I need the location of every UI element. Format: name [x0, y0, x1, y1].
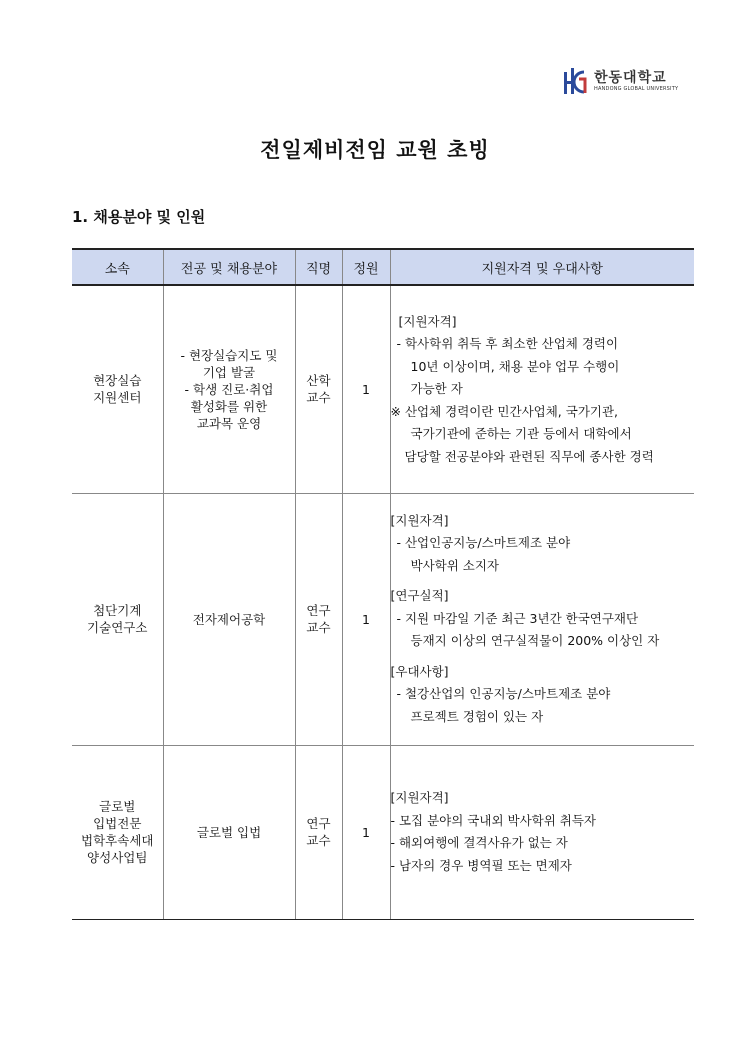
table-header-row: [72, 249, 694, 285]
page-title: 전일제비전임 교원 초빙: [260, 138, 490, 162]
header-count: 정원: [342, 249, 390, 285]
field-cell: - 현장실습지도 및 기업 발굴 - 학생 진로·취업 활성화를 위한 교과목 운영: [163, 285, 295, 493]
position-cell: 산학 교수: [295, 285, 342, 493]
table-row: [72, 285, 694, 493]
field-cell: 전자제어공학: [163, 493, 295, 745]
university-name-english: HANDONG GLOBAL UNIVERSITY: [594, 86, 679, 92]
qualification-group: [지원자격] - 산업인공지능/스마트제조 분야 박사학위 소지자: [390, 512, 571, 573]
table-row: [72, 745, 694, 919]
section-heading: 1. 채용분야 및 인원: [72, 208, 206, 226]
qualifications-cell: [390, 493, 694, 745]
header-position: 직명: [295, 249, 342, 285]
dept-cell: 현장실습 지원센터: [72, 285, 163, 493]
position-cell: 연구 교수: [295, 745, 342, 919]
qualification-group: [연구실적] - 지원 마감일 기준 최근 3년간 한국연구재단 등재지 이상의 연구실적물이 200% 이상인 자: [390, 588, 660, 649]
count-cell: 1: [342, 745, 390, 919]
qualifications-cell: [390, 745, 694, 919]
university-name: 한동대학교: [594, 70, 667, 86]
header-field: 전공 및 채용분야: [163, 249, 295, 285]
recruitment-table: [72, 248, 694, 920]
hgu-emblem-icon: [562, 66, 592, 96]
qualifications-cell: [390, 285, 694, 493]
qualification-group: [지원자격] - 학사학위 취득 후 최소한 산업체 경력이 10년 이상이며, 채용 분야 업무 수행이 가능한 자 ※ 산업체 경력이란 민간사업체, 국가기관, 국가기관에 준하는 기관 등에서 대학에서 담당할 전공분야와 관련된 직무에 종사한 경력: [390, 313, 654, 464]
count-cell: 1: [342, 493, 390, 745]
table-row: [72, 493, 694, 745]
qualification-group: [지원자격] - 모집 분야의 국내외 박사학위 취득자 - 해외여행에 결격사유가 없는 자 - 남자의 경우 병역필 또는 면제자: [390, 790, 597, 873]
count-cell: 1: [342, 285, 390, 493]
dept-cell: 첨단기계 기술연구소: [72, 493, 163, 745]
header-dept: 소속: [72, 249, 163, 285]
university-logo: [562, 64, 680, 98]
dept-cell: 글로벌 입법전문 법학후속세대 양성사업팀: [72, 745, 163, 919]
field-cell: 글로벌 입법: [163, 745, 295, 919]
header-qualifications: 지원자격 및 우대사항: [390, 249, 694, 285]
position-cell: 연구 교수: [295, 493, 342, 745]
qualification-group: [우대사항] - 철강산업의 인공지능/스마트제조 분야 프로젝트 경험이 있는 자: [390, 663, 611, 724]
